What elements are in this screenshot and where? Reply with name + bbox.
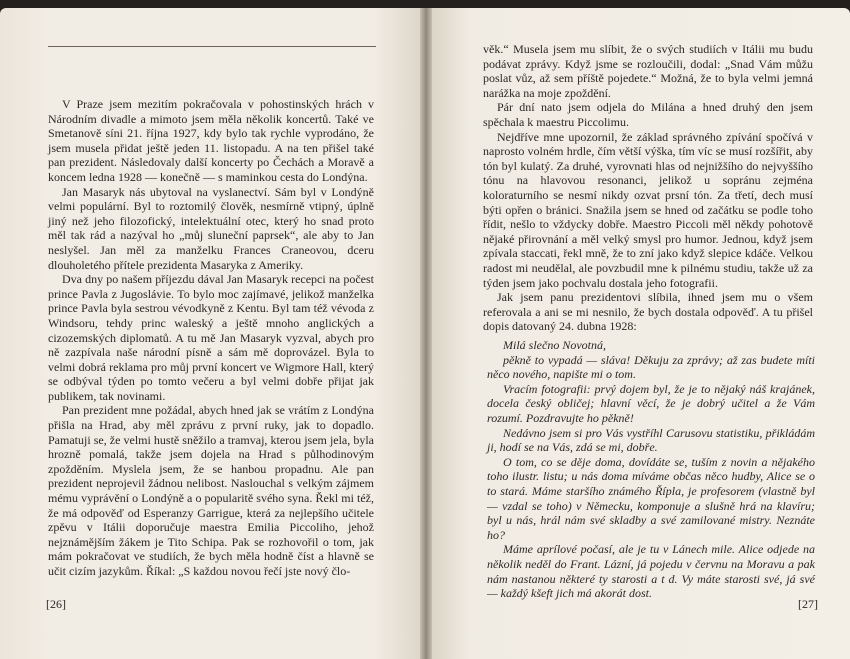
paragraph: Pan prezident mne požádal, abych hned jak se vrátím z Londýna přišla na Hrad, aby měl zprávu z první ruky, jak to dopadlo. Pamatuji se, že velmi hustě sněžilo a tramvaj, kterou jsem jela, byla hrozně pomalá, takže jsem dojela na Hrad s půlhodinovým zpožděním. Myslela jsem, že se hanbou propadnu. Ale pan prezident neprojevil žádnou nelibost. Naslouchal s velkým zájmem mému vyprávění o Londýně a o popularitě svého syna. Řekl mi též, že má odpověď od Esperanzy Garrigue, která za nejlepšího učitele zpěvu v Itálii doporučuje maestra Emilia Piccoliho, jehož nejznámějším žákem je Tito Schipa. Pak se rozhovořil o tom, jak mám pokračovat ve studiích, že bych měla hodně číst a hlavně se učit cizím jazykům. Říkal: „S každou novou řečí jste nový člo-	[48, 403, 374, 578]
left-page-text	[48, 97, 374, 579]
chapter-rule	[48, 46, 376, 47]
page-number-left: [26]	[46, 597, 66, 611]
paragraph: Pár dní nato jsem odjela do Milána a hned druhý den jsem spěchala k maestru Piccolimu.	[483, 100, 813, 129]
quoted-letter	[487, 338, 815, 601]
paragraph: Nejdříve mne upozornil, že základ správného zpívání spočívá v naprosto volném hrdle, čím větší výška, tím víc se musí rozšířit, aby tón byl kulatý. Za druhé, vyrovnati hlas od nejnižšího do nejvyššího tónu na hlavovou resonanci, jelikož u sopránu zejména koloraturního se nesmí nikdy ozvat prsní tón. Za třetí, dech musí býti opřen o bránici. Snažila jsem se hned od začátku se podle toho řídit, nešlo to vždycky dobře. Maestro Piccoli měl někdy pohotově nějaké přirovnání a měl velký smysl pro humor. Jednou, když jsem zpívala staccati, řekl mně, že to zní jako když slepice kdáče. Velkou radost mi neudělal, ale povzbudil mne k pilnému studiu, takže už za týden jsem jako pochvalu dostala jeho fotografii.	[483, 129, 813, 290]
paragraph: V Praze jsem mezitím pokračovala v pohostinských hrách v Národním divadle a mimoto jsem měla několik koncertů. Také ve Smetanově síni 21. října 1927, kdy bylo tak rychle vyprodáno, že jsem musela přidat ještě jeden 11. listopadu. A na ten přišel také pan prezident. Následovaly další koncerty po Čechách a Moravě a koncem ledna 1928 — konečně — s maminkou cesta do Londýna.	[48, 97, 374, 184]
letter-salutation: Milá slečno Novotná,	[503, 338, 606, 352]
right-page-text	[483, 42, 813, 334]
letter-paragraph: Vracím fotografii: prvý dojem byl, že je to nějaký náš krajánek, docela český obličej; hlavní věcí, že je dobrý učitel a že Vám rozumí. Pozdravujte ho pěkně!	[487, 381, 815, 425]
letter-paragraph: O tom, co se děje doma, dovídáte se, tuším z novin a nějakého toho ilustr. listu; u nás doma míváme občas něco hudby, Alice se o to stará. Máme staršího známého Řípla, je profesorem (vlastně byl — vzdal se toho) v Německu, komponuje a slušně hrá na klavíru; byl u nás, hrál nám své skladby a své zamilované mistry. Neznáte ho?	[487, 454, 815, 542]
paragraph: věk.“ Musela jsem mu slíbit, že o svých studiích v Itálii mu budu podávat zprávy. Když jsme se rozloučili, dodal: „Snad Vám můžu poslat vůz, až sem příště pojedete.“ Možná, že to byla velmi jemná narážka na moje zpoždění.	[483, 42, 813, 100]
page-number-right: [27]	[798, 597, 818, 611]
book-gutter	[420, 8, 432, 659]
letter-paragraph: pěkně to vypadá — sláva! Děkuju za zprávy; až zas budete míti něco nového, napište mi o tom.	[487, 352, 815, 382]
letter-paragraph: Máme aprílové počasí, ale je tu v Lánech mile. Alice odjede na několik neděl do Frant. Lázní, já pojedu v červnu na Moravu a pak nám nastanou některé ty starosti a t d. Vy máte starosti své, já své — každý kšeft jich má akorát dost.	[487, 542, 815, 601]
paragraph: Dva dny po našem příjezdu dával Jan Masaryk recepci na počest prince Pavla z Jugoslávie. To bylo moc zajímavé, jelikož manželka prince Pavla byla sestrou vévodkyně z Kentu. Byl tam též vévoda z Windsoru, tehdy princ waleský a ještě mnoho anglických a cizozemských diplomatů. A tu mě Jan Masaryk vyzval, abych pro ně zazpívala naše národní písně a sám mě doprovázel. Byla to velmi dobrá reklama pro můj první koncert ve Wigmore Hall, který se odbýval týden po tomto večeru a byl velmi dobře přijat jak publikem, tak novinami.	[48, 272, 374, 403]
paragraph: Jan Masaryk nás ubytoval na vyslanectví. Sám byl v Londýně velmi populární. Byl to roztomilý člověk, nesmírně vtipný, úplně jiný než jeho filozofický, intelektuální otec, který ho snad proto měl tak rád a nazýval ho „můj sluneční paprsek“, ale aby to Jan neslyšel. Jan měl za manželku Frances Craneovou, dceru dlouholetého přítele prezidenta Masaryka z Ameriky.	[48, 184, 374, 272]
paragraph: Jak jsem panu prezidentovi slíbila, ihned jsem mu o všem referovala a ani se mi nesnilo, že bych dostala odpověď. A tu přišel dopis datovaný 24. dubna 1928:	[483, 290, 813, 334]
letter-paragraph: Nedávno jsem si pro Vás vystříhl Carusovu statistiku, přikládám ji, hodí se na Vás, zdá se mi, dobře.	[487, 425, 815, 455]
